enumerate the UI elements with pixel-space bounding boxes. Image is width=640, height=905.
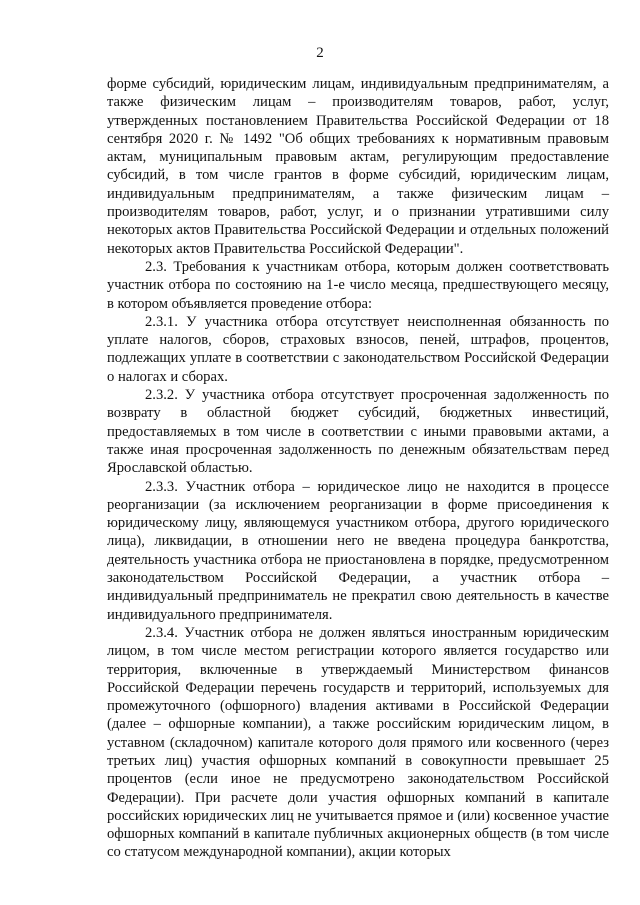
paragraph-continuation: форме субсидий, юридическим лицам, индивидуальным предпринимателям, а также физическим лицам – производителям товаров, работ, услуг, утвержденных постановлением Правительства Российской Федерации от 18 сентября 2020 г. № 1492 "Об общих требованиях к нормативным правовым актам, муниципальным правовым актам, регулирующим предоставление субсидий, в том числе грантов в форме субсидий, юридическим лицам, индивидуальным предпринимателям, а также физическим лицам – производителям товаров, работ, услуг, и о признании утратившими силу некоторых актов Правительства Российской Федерации и отдельных положений некоторых актов Правительства Российской Федерации". bbox=[107, 76, 609, 257]
paragraph-2-3-1: 2.3.1. У участника отбора отсутствует неисполненная обязанность по уплате налогов, сборов, страховых взносов, пеней, штрафов, процентов, подлежащих уплате в соответствии с законодательством Российской Федерации о налогах и сборах. bbox=[107, 313, 609, 385]
page-number: 2 bbox=[316, 45, 324, 61]
paragraph-2-3-4: 2.3.4. Участник отбора не должен являться иностранным юридическим лицом, в том числе местом регистрации которого является государство или территория, включенные в утверждаемый Министерством финансов Российской Федерации перечень государств и территорий, используемых для промежуточного (офшорного) владения активами в Российской Федерации (далее – офшорные компании), а также российским юридическим лицом, в уставном (складочном) капитале которого доля прямого или косвенного (через третьих лиц) участия офшорных компаний в совокупности превышает 25 процентов (если иное не предусмотрено законодательством Российской Федерации). При расчете доли участия офшорных компаний в капитале российских юридических лиц не учитывается прямое и (или) косвенное участие офшорных компаний в капитале публичных акционерных обществ (в том числе со статусом международной компании), акции которых bbox=[107, 624, 609, 861]
document-body bbox=[107, 75, 609, 862]
paragraph-2-3-2: 2.3.2. У участника отбора отсутствует просроченная задолженность по возврату в областной бюджет субсидий, бюджетных инвестиций, предоставляемых в том числе в соответствии с иными правовыми актами, а также иная просроченная задолженность по денежным обязательствам перед Ярославской областью. bbox=[107, 387, 609, 477]
paragraph-2-3-3: 2.3.3. Участник отбора – юридическое лицо не находится в процессе реорганизации (за исключением реорганизации в форме присоединения к юридическому лицу, являющемуся участником отбора, другого юридического лица), ликвидации, в отношении него не введена процедура банкротства, деятельность участника отбора не приостановлена в порядке, предусмотренном законодательством Российской Федерации, а участник отбора – индивидуальный предприниматель не прекратил свою деятельность в качестве индивидуального предпринимателя. bbox=[107, 478, 609, 623]
paragraph-2-3: 2.3. Требования к участникам отбора, которым должен соответствовать участник отбора по состоянию на 1-е число месяца, предшествующего месяцу, в котором объявляется проведение отбора: bbox=[107, 258, 609, 312]
